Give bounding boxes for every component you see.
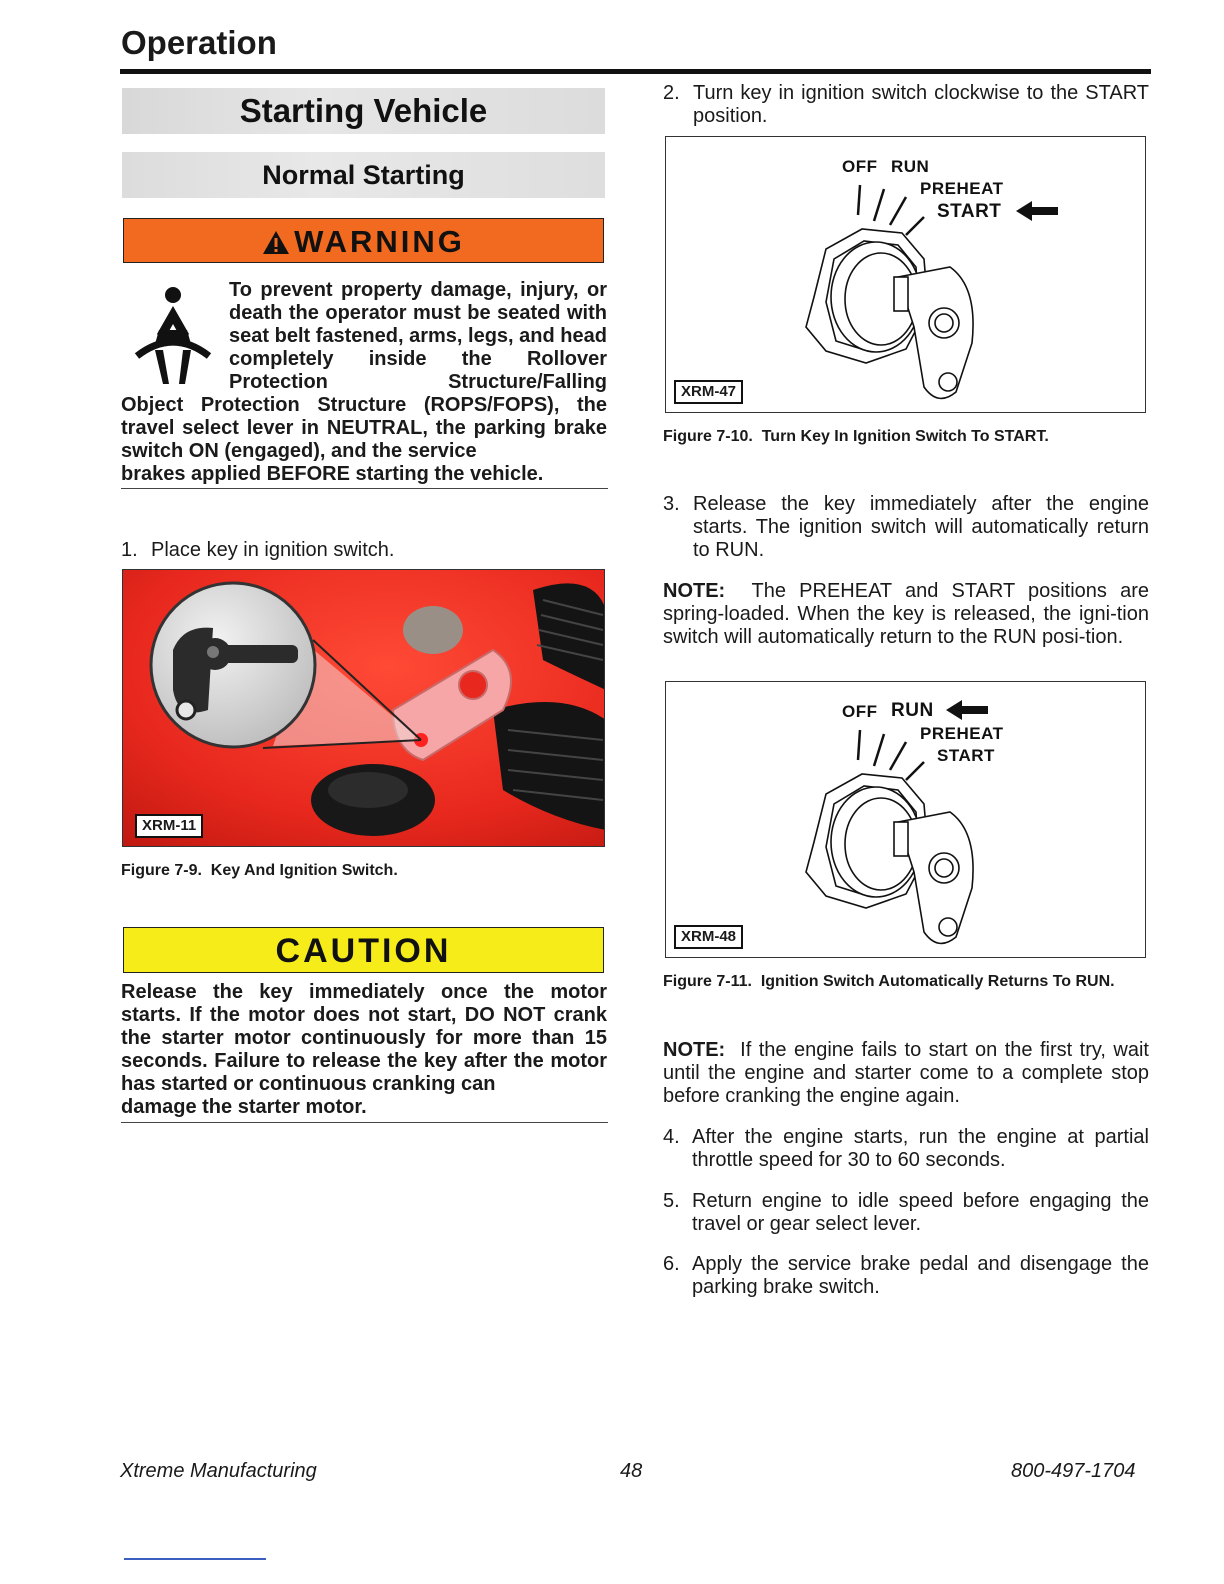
figure-caption xyxy=(663,428,1049,446)
step-number: 2. xyxy=(663,82,680,104)
ignition-switch-drawing xyxy=(666,682,1146,958)
step-1 xyxy=(121,539,607,562)
step-number: 5. xyxy=(663,1190,680,1212)
figure-ignition-run xyxy=(665,681,1146,958)
step-number: 3. xyxy=(663,493,680,515)
step-4 xyxy=(663,1126,1149,1172)
caution-rule xyxy=(121,1122,608,1123)
label-start: START xyxy=(937,746,995,765)
figure-ignition-start xyxy=(665,136,1146,413)
key-ignition-photo xyxy=(123,570,605,847)
arrow-left-icon xyxy=(1016,201,1058,221)
figure-number: Figure 7-10. xyxy=(663,428,753,445)
arrow-left-icon xyxy=(946,700,988,720)
step-number: 4. xyxy=(663,1126,680,1148)
step-text: Place key in ignition switch. xyxy=(151,539,395,561)
caution-text-body: Release the key immediately once the motor starts. If the motor does not start, DO NOT crank the starter motor continuously for more than 15 seconds. Failure to release the key after the motor has started or continuous cranking can xyxy=(121,981,607,1095)
footer-company: Xtreme Manufacturing xyxy=(120,1460,317,1482)
subsection-banner: Normal Starting xyxy=(122,152,605,198)
figure-number: Figure 7-11. xyxy=(663,973,752,990)
note-text: If the engine fails to start on the first try, wait until the engine and starter come to a complete stop before cranking the engine again. xyxy=(663,1039,1149,1107)
note-label: NOTE: xyxy=(663,1039,726,1061)
step-text: After the engine starts, run the engine at partial throttle speed for 30 to 60 seconds. xyxy=(692,1126,1149,1171)
figure-tag: XRM-11 xyxy=(135,814,203,838)
step-2 xyxy=(663,82,1149,128)
footer-phone: 800-497-1704 xyxy=(1011,1460,1136,1482)
step-text: Turn key in ignition switch clockwise to the START position. xyxy=(693,82,1149,127)
figure-caption-text: Ignition Switch Automatically Returns To RUN. xyxy=(760,973,1115,990)
figure-caption xyxy=(121,862,398,880)
step-6 xyxy=(663,1253,1149,1299)
step-3 xyxy=(663,493,1149,562)
caution-text xyxy=(121,981,607,1119)
label-start: START xyxy=(937,201,1002,222)
figure-tag: XRM-48 xyxy=(674,925,743,949)
label-off: OFF xyxy=(842,702,878,721)
warning-text-wrap: To prevent property damage, injury, or death the operator must be seated with seat belt fastened, arms, legs, and head completely inside the Rollover Protection Structure/Falling xyxy=(229,279,607,393)
step-text: Return engine to idle speed before engaging the travel or gear select lever. xyxy=(692,1190,1149,1235)
warning-text-full xyxy=(121,394,607,486)
caution-text-last: damage the starter motor. xyxy=(121,1096,367,1118)
figure-caption xyxy=(663,973,1115,991)
warning-triangle-icon xyxy=(262,230,290,255)
step-number: 1. xyxy=(121,539,138,561)
step-text: Apply the service brake pedal and disengage the parking brake switch. xyxy=(692,1253,1149,1298)
caution-banner: CAUTION xyxy=(123,927,604,973)
label-run: RUN xyxy=(891,700,934,721)
figure-tag: XRM-47 xyxy=(674,380,743,404)
step-5 xyxy=(663,1190,1149,1236)
warning-rule xyxy=(121,488,608,489)
label-preheat: PREHEAT xyxy=(920,724,1004,743)
figure-caption-text: Turn Key In Ignition Switch To START. xyxy=(761,428,1049,445)
warning-text-last: brakes applied BEFORE starting the vehicle. xyxy=(121,463,544,485)
warning-label: WARNING xyxy=(294,224,465,259)
note-label: NOTE: xyxy=(663,580,726,602)
step-text: Release the key immediately after the engine starts. The ignition switch will automatically return to RUN. xyxy=(693,493,1149,561)
section-banner: Starting Vehicle xyxy=(122,88,605,134)
title-rule xyxy=(120,69,1151,74)
footer-link-underline xyxy=(124,1558,266,1560)
figure-number: Figure 7-9. xyxy=(121,862,202,879)
note-spring-loaded xyxy=(663,580,1149,649)
step-number: 6. xyxy=(663,1253,680,1275)
seatbelt-operator-icon xyxy=(133,284,217,394)
note-engine-fails xyxy=(663,1039,1149,1108)
label-preheat: PREHEAT xyxy=(920,179,1004,198)
label-off: OFF xyxy=(842,157,878,176)
ignition-switch-drawing xyxy=(666,137,1146,413)
figure-photo-key-ignition xyxy=(122,569,605,847)
figure-caption-text: Key And Ignition Switch. xyxy=(210,862,398,879)
warning-text-body: Object Protection Structure (ROPS/FOPS), the travel select lever in NEUTRAL, the parking brake switch ON (engaged), and the service xyxy=(121,394,607,462)
label-run: RUN xyxy=(891,157,930,176)
footer-page-number: 48 xyxy=(620,1460,643,1482)
note-text: The PREHEAT and START positions are spring-loaded. When the key is released, the igni-tion switch will automatically return to the RUN posi-tion. xyxy=(663,580,1149,648)
warning-banner xyxy=(123,218,604,263)
page-title: Operation xyxy=(121,24,277,61)
